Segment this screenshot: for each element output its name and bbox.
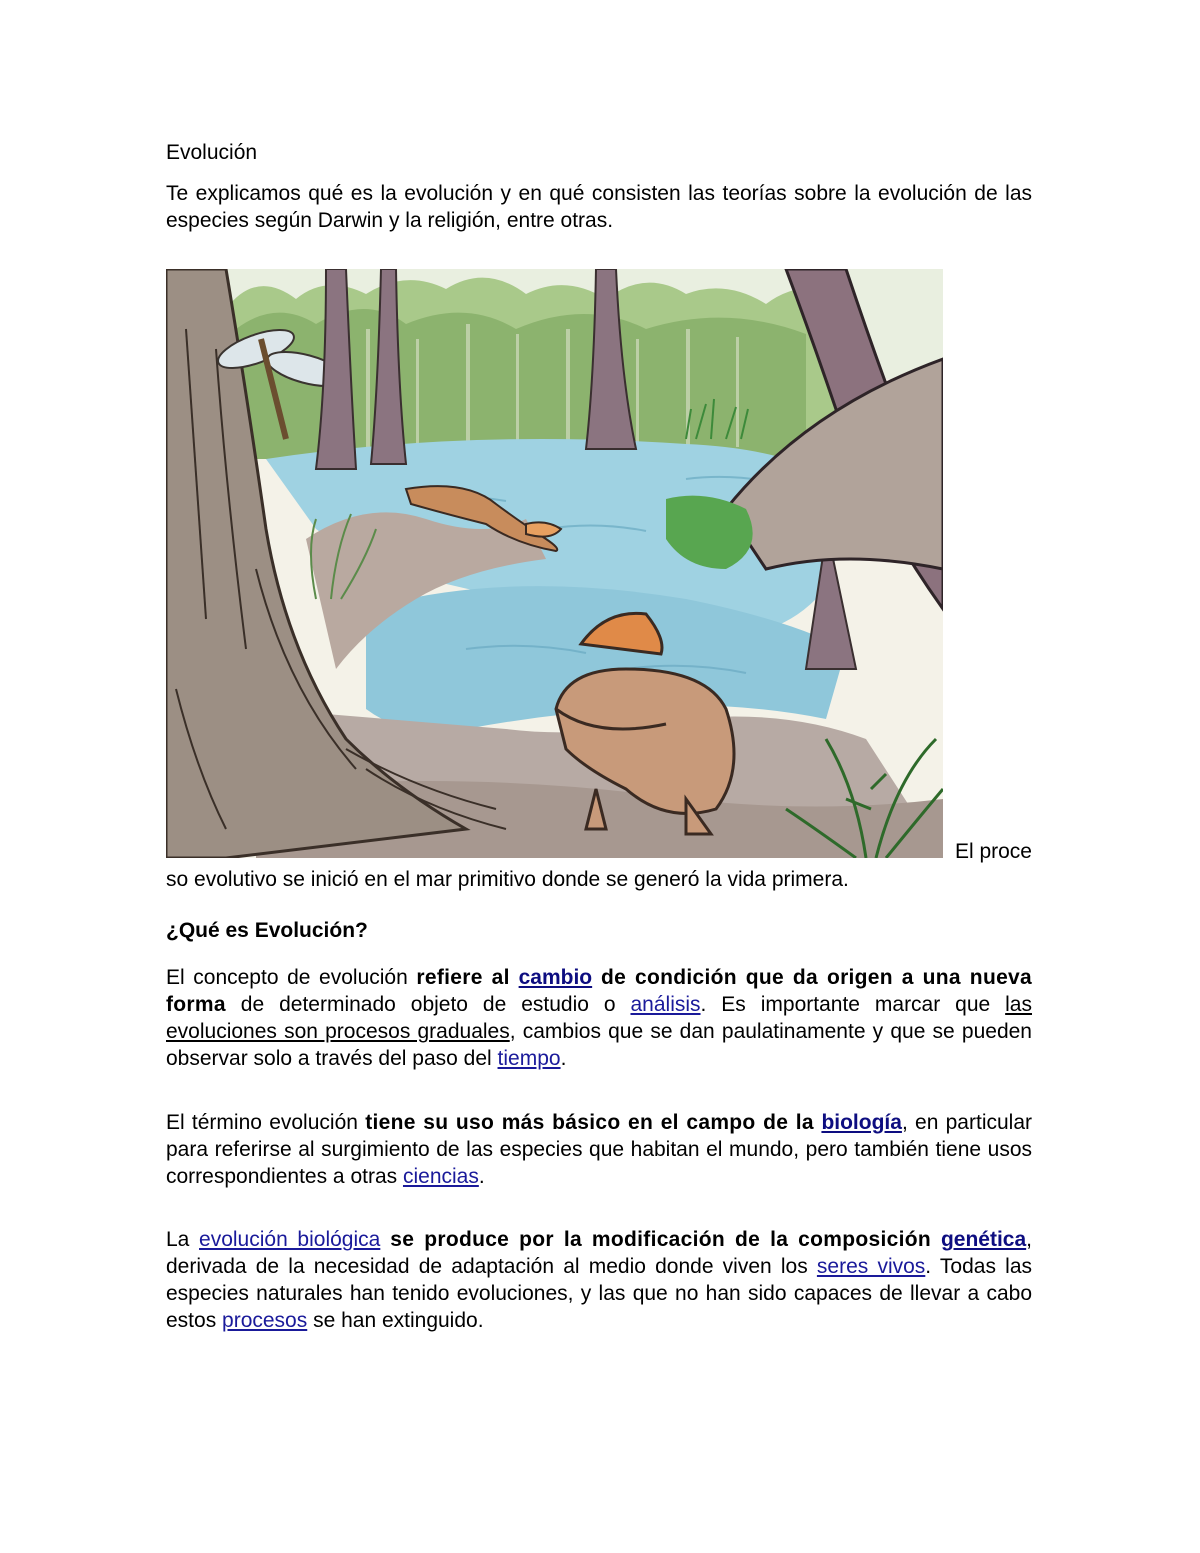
bold-text: se produce por la modificación de la composición <box>380 1228 941 1251</box>
text: . Todas las especies naturales han tenido evoluciones, y las que no han sido capaces de llevar a cabo estos <box>166 1255 1032 1332</box>
text: . <box>560 1047 567 1070</box>
text: . <box>478 1165 485 1188</box>
text: , en particular para referirse al surgimiento de las especies que habitan el mundo, pero también tiene usos correspondientes a otras <box>166 1111 1032 1188</box>
bold-text: refiere al <box>416 966 519 989</box>
link-cambio[interactable]: cambio <box>518 966 593 989</box>
prehistoric-swamp-illustration <box>166 269 943 858</box>
text: El concepto de evolución <box>166 966 417 989</box>
paragraph-evolucion-biologica <box>166 1226 1032 1334</box>
underlined-text: las evoluciones son procesos graduales <box>166 993 1032 1043</box>
link-seres-vivos[interactable]: seres vivos <box>816 1255 926 1278</box>
bold-text: tiene su uso más básico en el campo de la <box>365 1111 822 1134</box>
link-analisis[interactable]: análisis <box>630 993 701 1016</box>
link-ciencias[interactable]: ciencias <box>402 1165 479 1188</box>
paragraph-termino <box>166 1109 1032 1190</box>
link-evolucion-biologica[interactable]: evolución biológica <box>199 1228 381 1251</box>
link-procesos[interactable]: procesos <box>222 1309 308 1332</box>
document-title: Evolución <box>166 141 258 164</box>
link-tiempo[interactable]: tiempo <box>497 1047 561 1070</box>
image-caption <box>166 838 1032 894</box>
text: . Es importante marcar que <box>700 993 1006 1016</box>
text: La <box>166 1228 200 1251</box>
text: , cambios que se dan paulatinamente y que se pueden observar solo a través del paso del <box>166 1020 1032 1070</box>
intro-paragraph: Te explicamos qué es la evolución y en qué consisten las teorías sobre la evolución de las especies según Darwin y la religión, entre otras. <box>166 182 1032 232</box>
section-heading: ¿Qué es Evolución? <box>166 919 368 942</box>
text: El término evolución <box>166 1111 366 1134</box>
text: se han extinguido. <box>307 1309 484 1332</box>
bold-text: de condición que da origen a una nueva forma <box>166 966 1033 1016</box>
caption-part-1: El proce <box>954 840 1032 863</box>
paragraph-concepto <box>166 964 1032 1072</box>
text: , derivada de la necesidad de adaptación al medio donde viven los <box>166 1228 1032 1278</box>
text: de determinado objeto de estudio o <box>225 993 631 1016</box>
caption-part-2: so evolutivo se inició en el mar primitivo donde se generó la vida primera. <box>166 868 849 891</box>
link-biologia[interactable]: biología <box>821 1111 902 1134</box>
link-genetica[interactable]: genética <box>940 1228 1027 1251</box>
